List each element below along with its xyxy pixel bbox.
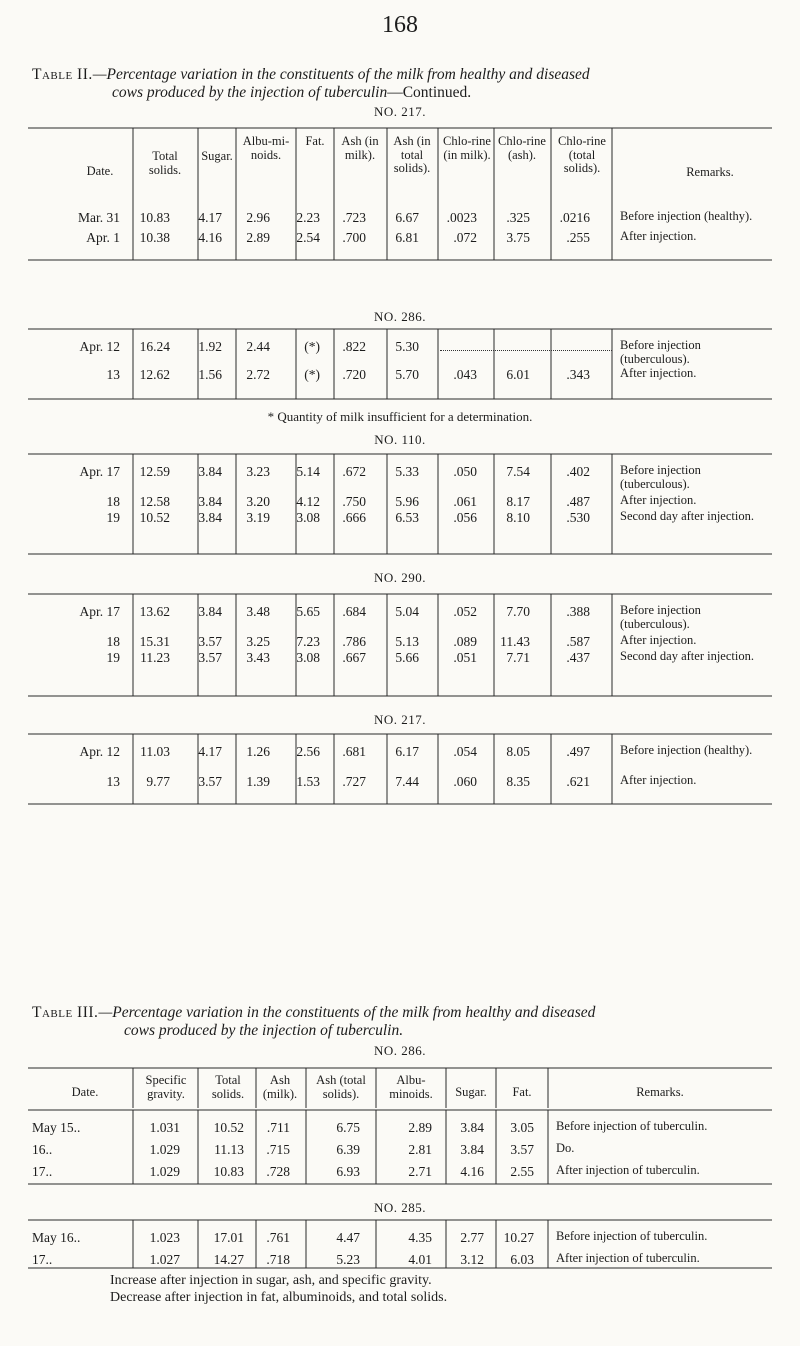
table2-row-remark: After injection. (620, 493, 697, 507)
table2-row-value: 1.56 (198, 367, 222, 382)
table2-row-value: 6.01 (506, 367, 530, 382)
table2-row-date: Mar. 31 (78, 210, 120, 225)
table3-row-value: 2.89 (408, 1120, 432, 1135)
table2-row-value: .672 (342, 464, 366, 479)
table2-row-value: 1.53 (296, 774, 320, 789)
table2-row-date: 18 (106, 634, 120, 649)
table3-row-value: 5.23 (336, 1252, 360, 1267)
table2-header-5: Ash (in milk). (341, 134, 379, 162)
table2-title-line1: —Percentage variation in the constituents of the milk from healthy and diseased (92, 66, 590, 83)
table2-row-value: 11.43 (500, 634, 530, 649)
table2-row-value: .325 (506, 210, 530, 225)
table2-row-value: 3.23 (246, 464, 270, 479)
table2-row-value: .050 (453, 464, 477, 479)
table2-row-value: 10.83 (139, 210, 170, 225)
table3-row-remark: Before injection of tuberculin. (556, 1119, 708, 1133)
table2-row-value: .437 (566, 650, 590, 665)
table3-row-value: .711 (266, 1120, 290, 1135)
table2-row-value: 7.23 (296, 634, 320, 649)
table3-notes (110, 1272, 750, 1306)
table3-row-value: 11.13 (214, 1142, 244, 1157)
table2-row-value: 3.08 (296, 650, 320, 665)
table3-group-label-1: NO. 285. (373, 1200, 427, 1215)
table2-row-value: 10.52 (139, 510, 170, 525)
table3-row-value: 3.12 (460, 1252, 484, 1267)
table2-row-remark: Before injection (tuberculous). (620, 603, 701, 631)
table2-footnote: * Quantity of milk insufficient for a determination. (267, 409, 533, 424)
table3-row-value: 17.01 (213, 1230, 244, 1245)
table2-row-value: 3.57 (198, 774, 222, 789)
table2-row-value: 5.70 (395, 367, 419, 382)
table2-title-suffix: —Continued. (387, 84, 472, 101)
table3-header-8: Remarks. (636, 1085, 684, 1099)
table3-row-value: .718 (266, 1252, 290, 1267)
table2-row-value: 4.17 (198, 744, 222, 759)
table2-row-value: .530 (566, 510, 590, 525)
table2-row-value: 3.84 (198, 604, 222, 619)
table2-row-remark: After injection. (620, 366, 697, 380)
table3-row-value: 6.03 (510, 1252, 534, 1267)
table3-row-value: .761 (266, 1230, 290, 1245)
table2-row-value: 2.44 (246, 339, 270, 354)
table3-header-7: Fat. (512, 1085, 532, 1099)
table2-row-value: 13.62 (139, 604, 170, 619)
table2-row-value: 3.75 (506, 230, 530, 245)
table3-header-2: Total solids. (211, 1073, 245, 1101)
table3-row-value: 2.77 (460, 1230, 484, 1245)
table2-row-value: .667 (342, 650, 366, 665)
table2-row-remark: Before injection (tuberculous). (620, 463, 701, 491)
page-number: 168 (382, 12, 418, 38)
table2-row-value: 5.65 (296, 604, 320, 619)
table3-row-value: 3.57 (510, 1142, 534, 1157)
table3-group-label-0: NO. 286. (373, 1043, 427, 1058)
table2-row-value: 3.20 (246, 494, 270, 509)
table3-title-line2: cows produced by the injection of tuberculin. (124, 1022, 404, 1039)
table3-header-4: Ash (total solids). (316, 1073, 366, 1101)
table2-row-value: .043 (453, 367, 477, 382)
table2-row-value: 3.19 (246, 510, 270, 525)
table2-header-8: Chlo-​rine (ash). (498, 134, 546, 162)
table3-note-0: Increase after injection in sugar, ash, and specific gravity. (110, 1273, 432, 1288)
table2-row-value: 3.57 (198, 650, 222, 665)
table2-row-value: 3.84 (198, 510, 222, 525)
table2-row-value: 8.35 (506, 774, 530, 789)
table3-row-value: 10.27 (503, 1230, 534, 1245)
table3-row-value: 10.83 (213, 1164, 244, 1179)
table2-row-value: 3.25 (246, 634, 270, 649)
table2-row-value: (*) (304, 367, 320, 382)
table3-row-value: 3.05 (510, 1120, 534, 1135)
table3-caption (32, 1004, 772, 1040)
table2-row-value: 5.13 (395, 634, 419, 649)
table2-row-value: .054 (453, 744, 477, 759)
table3-row-value: 1.031 (149, 1120, 180, 1135)
table2-row-remark: After injection. (620, 633, 697, 647)
table2-row-value: 5.30 (395, 339, 419, 354)
table2-row-value: 3.43 (246, 650, 270, 665)
table3-row-remark: Do. (556, 1141, 575, 1155)
table2-row-value: .727 (342, 774, 366, 789)
table2-row-value: .060 (453, 774, 477, 789)
table2-row-date: 13 (106, 774, 120, 789)
table2-title-line2: cows produced by the injection of tuberculin (112, 84, 388, 101)
table2-row-remark: Second day after injection. (620, 509, 754, 523)
table3-row-value: 6.75 (336, 1120, 360, 1135)
table3-row-remark: Before injection of tuberculin. (556, 1229, 708, 1243)
table2-row-value: 15.31 (139, 634, 170, 649)
table2-row-remark: Before injection (healthy). (620, 743, 753, 757)
table2-row-value: 6.81 (395, 230, 419, 245)
table2-row-value: 4.17 (198, 210, 222, 225)
table3-row-value: 4.47 (336, 1230, 360, 1245)
table2-header-6: Ash (in total solids). (393, 134, 431, 175)
table2-row-value: .587 (566, 634, 590, 649)
table2-row-value: 9.77 (146, 774, 170, 789)
table2-row-value: 3.08 (296, 510, 320, 525)
table3-row-value: 4.01 (408, 1252, 432, 1267)
table3-row-date: 17.. (32, 1252, 53, 1267)
table2-header-10: Remarks. (686, 165, 734, 179)
table3-row-value: .728 (266, 1164, 290, 1179)
table2-row-value: 3.84 (198, 464, 222, 479)
table3-row-remark: After injection of tuberculin. (556, 1251, 700, 1265)
table2-group-label-0: NO. 217. (373, 104, 427, 119)
table2-row-value: 11.03 (140, 744, 170, 759)
table3-row-value: 1.029 (149, 1142, 180, 1157)
table2-row-value: 3.84 (198, 494, 222, 509)
table2-row-date: 13 (106, 367, 120, 382)
table2-row-date: Apr. 17 (79, 464, 120, 479)
table2-row-value: 5.66 (395, 650, 419, 665)
table3-row-date: May 16.. (32, 1230, 81, 1245)
table3-row-date: 17.. (32, 1164, 53, 1179)
table2-row-value: .052 (453, 604, 477, 619)
table2-row-date: Apr. 1 (86, 230, 120, 245)
table3-note-1: Decrease after injection in fat, albuminoids, and total solids. (110, 1290, 448, 1305)
table2-row-value: 3.48 (246, 604, 270, 619)
table2-row-value: .402 (566, 464, 590, 479)
table2-row-remark: Second day after injection. (620, 649, 754, 663)
table2-header-3: Albu-​mi-​noids. (242, 134, 290, 162)
table2-row-value: .786 (342, 634, 366, 649)
table2-row-value: 5.33 (395, 464, 419, 479)
table2-row-value: 1.92 (198, 339, 222, 354)
table2-row-date: 19 (106, 510, 120, 525)
table3-row-value: 1.027 (149, 1252, 180, 1267)
table2-row-value: (*) (304, 339, 320, 354)
table2-group-label-1: NO. 286. (373, 309, 427, 324)
table3-row-value: 3.84 (460, 1120, 484, 1135)
table2-row-value: .072 (453, 230, 477, 245)
table2-group-label-4: NO. 217. (373, 712, 427, 727)
table2-row-value: .684 (342, 604, 366, 619)
table3-row-remark: After injection of tuberculin. (556, 1163, 700, 1177)
table2-header-2: Sugar. (201, 149, 233, 163)
table2-header-0: Date. (86, 164, 114, 178)
table3-row-value: 1.029 (149, 1164, 180, 1179)
table2-dotted-leader (440, 341, 612, 351)
table3-row-value: 6.93 (336, 1164, 360, 1179)
table2-row-value: 5.14 (296, 464, 320, 479)
table2-row-value: .0023 (446, 210, 477, 225)
table3-row-value: 2.55 (510, 1164, 534, 1179)
table2-row-value: 7.54 (506, 464, 530, 479)
table2-row-value: 2.72 (246, 367, 270, 382)
table2-group-label-2: NO. 110. (374, 432, 426, 447)
table2-row-value: .388 (566, 604, 590, 619)
table3-row-value: 10.52 (213, 1120, 244, 1135)
table3-row-value: 2.71 (408, 1164, 432, 1179)
table2-row-value: .822 (342, 339, 366, 354)
table2-row-value: 5.96 (395, 494, 419, 509)
table2-row-value: 1.26 (246, 744, 270, 759)
table2-row-value: .0216 (559, 210, 590, 225)
table2-group-label-3: NO. 290. (373, 570, 427, 585)
table2-row-value: .487 (566, 494, 590, 509)
table2-row-value: 16.24 (139, 339, 170, 354)
table2-row-value: 5.04 (395, 604, 419, 619)
table3-header-3: Ash (milk). (262, 1073, 298, 1101)
table3-row-value: 14.27 (213, 1252, 244, 1267)
table2-row-value: .681 (342, 744, 366, 759)
table2-row-value: .061 (453, 494, 477, 509)
table2-row-value: .723 (342, 210, 366, 225)
table3-row-value: 3.84 (460, 1142, 484, 1157)
table2-row-value: .056 (453, 510, 477, 525)
table2-row-value: .343 (566, 367, 590, 382)
table3-title-line1: —Percentage variation in the constituents of the milk from healthy and diseased (98, 1004, 596, 1021)
table2-lead: Table II. (32, 66, 93, 83)
table2-row-value: 6.17 (395, 744, 419, 759)
table2-row-value: 3.57 (198, 634, 222, 649)
table2-header-4: Fat. (305, 134, 325, 148)
table3-row-value: 4.35 (408, 1230, 432, 1245)
table2-row-value: .255 (566, 230, 590, 245)
table3-header-0: Date. (71, 1085, 99, 1099)
table2-row-date: Apr. 12 (79, 339, 120, 354)
table2-row-value: .700 (342, 230, 366, 245)
table2-row-value: 2.56 (296, 744, 320, 759)
table2-row-date: Apr. 17 (79, 604, 120, 619)
table2-row-value: 8.17 (506, 494, 530, 509)
table2-row-value: .720 (342, 367, 366, 382)
table3-header-5: Albu-​minoids. (389, 1073, 433, 1101)
table3-row-value: 2.81 (408, 1142, 432, 1157)
table2-row-value: 12.62 (139, 367, 170, 382)
table2-header-1: Total solids. (148, 149, 182, 177)
table3-lead: Table III. (32, 1004, 99, 1021)
table2-row-remark: After injection. (620, 773, 697, 787)
table2-header-9: Chlo-​rine (total solids). (558, 134, 606, 175)
table3-row-value: 6.39 (336, 1142, 360, 1157)
table2-row-value: 6.67 (395, 210, 419, 225)
table2-row-value: 8.10 (506, 510, 530, 525)
table3-row-date: May 15.. (32, 1120, 81, 1135)
table2-row-value: .750 (342, 494, 366, 509)
table2-row-value: 2.23 (296, 210, 320, 225)
table2-row-date: 18 (106, 494, 120, 509)
table3-header-1: Specific gravity. (145, 1073, 187, 1101)
table2-row-value: .089 (453, 634, 477, 649)
table3-row-value: 1.023 (149, 1230, 180, 1245)
table2-row-value: 7.71 (506, 650, 530, 665)
table2-row-value: 7.70 (506, 604, 530, 619)
table2-row-value: 4.16 (198, 230, 222, 245)
table2-row-value: 6.53 (395, 510, 419, 525)
table2-row-value: 12.58 (139, 494, 170, 509)
table2-row-remark: Before injection (healthy). (620, 209, 753, 223)
table2-row-value: 10.38 (139, 230, 170, 245)
table2-row-remark: Before injection (tuberculous). (620, 338, 701, 366)
table3-row-value: 4.16 (460, 1164, 484, 1179)
table2-row-value: .621 (566, 774, 590, 789)
table2-row-date: Apr. 12 (79, 744, 120, 759)
table2-row-value: 1.39 (246, 774, 270, 789)
table2-header-7: Chlo-​rine (in milk). (443, 134, 491, 162)
table2-row-value: 2.89 (246, 230, 270, 245)
table2-row-date: 19 (106, 650, 120, 665)
table2-row-value: .666 (342, 510, 366, 525)
table3-header-6: Sugar. (455, 1085, 487, 1099)
table2-row-value: 7.44 (395, 774, 419, 789)
table2-row-value: .051 (453, 650, 477, 665)
table2-row-value: .497 (566, 744, 590, 759)
table2-row-value: 2.96 (246, 210, 270, 225)
table2-row-value: 12.59 (139, 464, 170, 479)
table2-row-value: 8.05 (506, 744, 530, 759)
table3-row-value: .715 (266, 1142, 290, 1157)
table3-row-date: 16.. (32, 1142, 53, 1157)
table2-row-remark: After injection. (620, 229, 697, 243)
table2-row-value: 11.23 (140, 650, 170, 665)
table2-row-value: 2.54 (296, 230, 320, 245)
table2-row-value: 4.12 (296, 494, 320, 509)
table2-caption (32, 66, 772, 102)
